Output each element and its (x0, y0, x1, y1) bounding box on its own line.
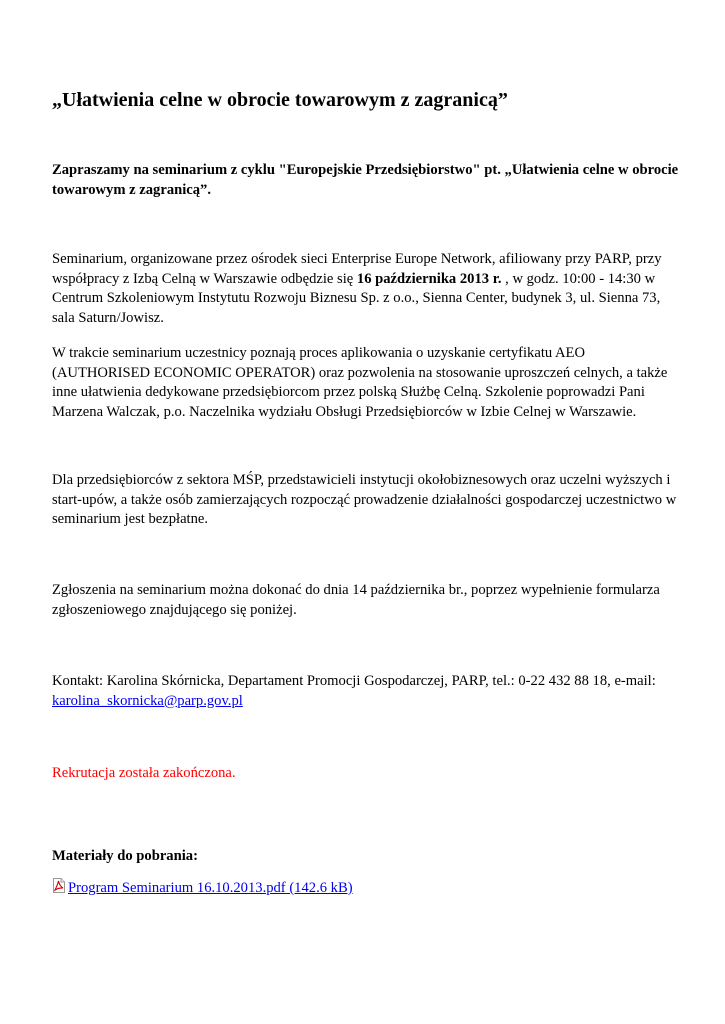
program-paragraph: W trakcie seminarium uczestnicy poznają proces aplikowania o uzyskanie certyfikatu AEO (AUTHORISED ECONOMIC OPERATOR) oraz pozwolenia na stosowanie uproszczeń celnych, a także inne ułatwienia dedykowane przedsiębiorcom przez polską Służbę Celną. Szkolenie poprowadzi Pani Marzena Walczak, p.o. Naczelnika wydziału Obsługi Przedsiębiorców w Izbie Celnej w Warszawie. (52, 345, 668, 420)
seminar-date: 16 października 2013 r. (356, 270, 502, 287)
seminar-details-paragraph (52, 250, 680, 328)
program-pdf-link[interactable]: Program Seminarium 16.10.2013.pdf (142.6 kB) (68, 880, 353, 896)
pdf-file-icon (52, 878, 66, 893)
contact-text: Kontakt: Karolina Skórnicka, Departament Promocji Gospodarczej, PARP, tel.: 0-22 432 88 18, e-mail: (52, 673, 656, 689)
details-text-before: Seminarium, organizowane przez ośrodek sieci Enterprise Europe Network, afiliowany przy PARP, przy współpracy z Izbą Celną w Warszawie odbędzie się (52, 251, 662, 287)
materials-heading: Materiały do pobrania: (52, 848, 198, 864)
recruitment-closed-notice: Rekrutacja została zakończona. (52, 765, 236, 781)
contact-email-link[interactable]: karolina_skornicka@parp.gov.pl (52, 692, 243, 709)
page-title: „Ułatwienia celne w obrocie towarowym z zagranicą” (52, 89, 508, 111)
contact-paragraph (52, 672, 680, 711)
registration-paragraph: Zgłoszenia na seminarium można dokonać do dnia 14 października br., poprzez wypełnienie formularza zgłoszeniowego znajdującego się poniżej. (52, 582, 660, 618)
eligibility-paragraph: Dla przedsiębiorców z sektora MŚP, przedstawicieli instytucji okołobiznesowych oraz uczelni wyższych i start-upów, a także osób zamierzających rozpocząć prowadzenie działalności gospodarczej uczestnictwo w seminarium jest bezpłatne. (52, 472, 677, 527)
lead-paragraph: Zapraszamy na seminarium z cyklu "Europejskie Przedsiębiorstwo" pt. „Ułatwienia celne w obrocie towarowym z zagranicą”. (52, 162, 679, 198)
materials-list (52, 878, 680, 899)
details-text-after: , w godz. 10:00 - 14:30 w Centrum Szkoleniowym Instytutu Rozwoju Biznesu Sp. z o.o., Sienna Center, budynek 3, ul. Sienna 73, sala Saturn/Jowisz. (52, 270, 661, 326)
